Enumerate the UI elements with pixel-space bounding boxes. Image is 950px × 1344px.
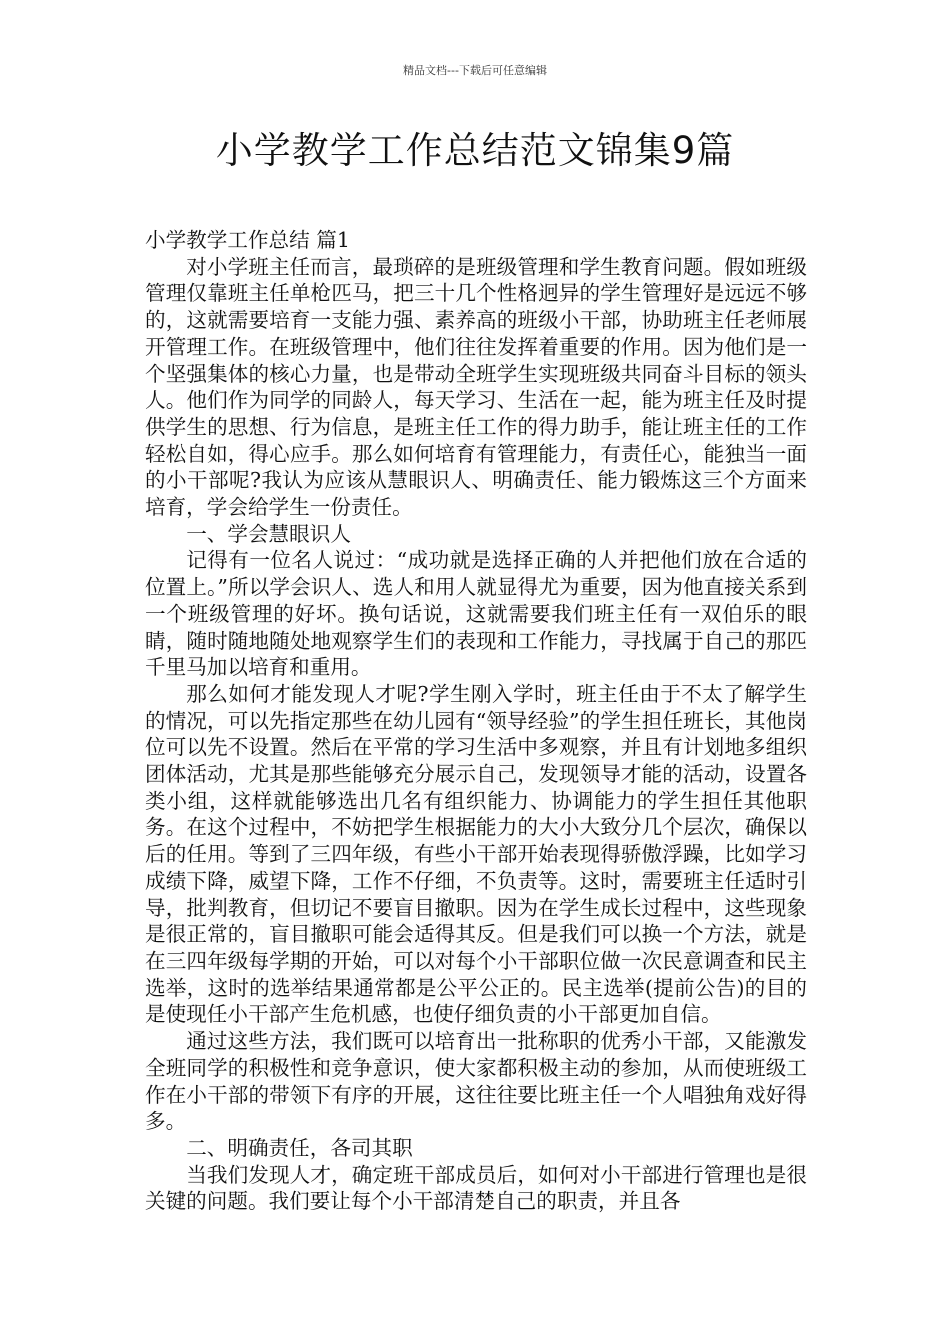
page-header: 精品文档---下载后可任意编辑 bbox=[403, 64, 547, 77]
document-title: 小学教学工作总结范文锦集9篇 bbox=[215, 129, 735, 172]
section-title: 小学教学工作总结 篇1 bbox=[145, 228, 350, 252]
paragraph: 当我们发现人才，确定班干部成员后，如何对小干部进行管理也是很关键的问题。我们要让每个小干部清楚自己的职责，并且各 bbox=[145, 1162, 807, 1214]
paragraph: 对小学班主任而言，最琐碎的是班级管理和学生教育问题。假如班级管理仅靠班主任单枪匹马，把三十几个性格迥异的学生管理好是远远不够的，这就需要培育一支能力强、素养高的班级小干部，协助班主任老师展开管理工作。在班级管理中，他们往往发挥着重要的作用。因为他们是一个坚强集体的核心力量，也是带动全班学生实现班级共同奋斗目标的领头人。他们作为同学的同龄人，每天学习、生活在一起，能为班主任及时提供学生的思想、行为信息，是班主任工作的得力助手，能让班主任的工作轻松自如，得心应手。那么如何培育有管理能力，有责任心，能独当一面的小干部呢?我认为应该从慧眼识人、明确责任、能力锻炼这三个方面来培育，学会给学生一份责任。 bbox=[145, 254, 807, 520]
paragraph: 通过这些方法，我们既可以培育出一批称职的优秀小干部，又能激发全班同学的积极性和竞争意识，使大家都积极主动的参加，从而使班级工作在小干部的带领下有序的开展，这往往要比班主任一个人唱独角戏好得多。 bbox=[145, 1029, 807, 1134]
document-body bbox=[145, 227, 807, 1215]
subheading: 二、明确责任，各司其职 bbox=[186, 1135, 413, 1160]
subheading: 一、学会慧眼识人 bbox=[186, 521, 351, 546]
paragraph: 那么如何才能发现人才呢?学生刚入学时，班主任由于不太了解学生的情况，可以先指定那些在幼儿园有“领导经验”的学生担任班长，其他岗位可以先不设置。然后在平常的学习生活中多观察，并且有计划地多组织团体活动，尤其是那些能够充分展示自己，发现领导才能的活动，设置各类小组，这样就能够选出几名有组织能力、协调能力的学生担任其他职务。在这个过程中，不妨把学生根据能力的大小大致分几个层次，确保以后的任用。等到了三四年级，有些小干部开始表现得骄傲浮躁，比如学习成绩下降，威望下降，工作不仔细，不负责等。这时，需要班主任适时引导，批判教育，但切记不要盲目撤职。因为在学生成长过程中，这些现象是很正常的，盲目撤职可能会适得其反。但是我们可以换一个方法，就是在三四年级每学期的开始，可以对每个小干部职位做一次民意调查和民主选举，这时的选举结果通常都是公平公正的。民主选举(提前公告)的目的是使现任小干部产生危机感，也使仔细负责的小干部更加自信。 bbox=[145, 681, 807, 1027]
paragraph: 记得有一位名人说过：“成功就是选择正确的人并把他们放在合适的位置上。”所以学会识人、选人和用人就显得尤为重要，因为他直接关系到一个班级管理的好坏。换句话说，这就需要我们班主任有一双伯乐的眼睛，随时随地随处地观察学生们的表现和工作能力，寻找属于自己的那匹千里马加以培育和重用。 bbox=[145, 548, 807, 680]
